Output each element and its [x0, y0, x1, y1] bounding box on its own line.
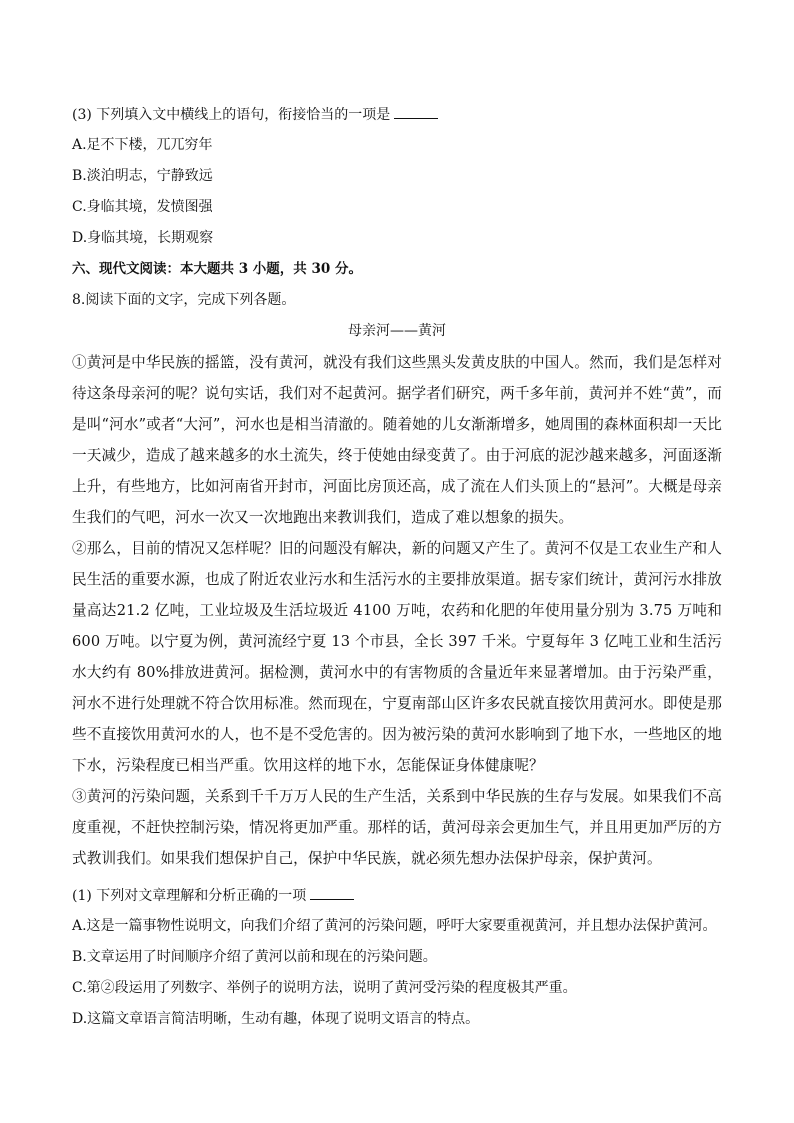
question-8-1-stem	[72, 885, 724, 906]
passage-title: 母亲河——黄河	[348, 323, 446, 339]
section-6-heading	[72, 259, 724, 279]
question-8-1-option-b: B.文章运用了时间顺序介绍了黄河以前和现在的污染问题。	[72, 949, 437, 965]
question-8-1-option-d: D.这篇文章语言简洁明晰，生动有趣，体现了说明文语言的特点。	[72, 1011, 480, 1027]
passage-paragraph-2: ②那么，目前的情况又怎样呢？旧的问题没有解决，新的问题又产生了。黄河不仅是工农业生产和人民生活的重要水源，也成了附近农业污水和生活污水的主要排放渠道。据专家们统计，黄河污水排放量高达21.2 亿吨，工业垃圾及生活垃圾近 4100 万吨，农药和化肥的年使用量分别为 3.75 万吨和 600 万吨。以宁夏为例，黄河流经宁夏 13 个市县，全长 397 千米。宁夏每年 3 亿吨工业和生活污水大约有 80%排放进黄河。据检测，黄河水中的有害物质的含量近年来显著增加。由于污染严重，河水不进行处理就不符合饮用标准。然而现在，宁夏南部山区许多农民就直接饮用黄河水。即使是那些不直接饮用黄河水的人，也不是不受危害的。因为被污染的黄河水影响到了地下水，一些地区的地下水，污染程度已相当严重。饮用这样的地下水，怎能保证身体健康呢？	[72, 540, 722, 774]
question-8-instruction: 8.阅读下面的文字，完成下列各题。	[72, 292, 296, 308]
answer-blank	[310, 885, 354, 900]
question-3-text: (3) 下列填入文中横线上的语句，衔接恰当的一项是	[72, 107, 391, 123]
question-8-1-text: (1) 下列对文章理解和分析正确的一项	[72, 888, 307, 904]
question-3-stem	[72, 104, 724, 125]
question-3-option-b: B.淡泊明志，宁静致远	[72, 168, 213, 184]
question-3-option-c: C.身临其境，发愤图强	[72, 199, 213, 215]
section-6-detail: 本大题共 3 小题，共 30 分。	[180, 261, 362, 277]
question-3-option-a: A.足不下楼，兀兀穷年	[72, 137, 213, 153]
section-6-label: 六、现代文阅读：	[72, 261, 180, 277]
passage-paragraph-1: ①黄河是中华民族的摇篮，没有黄河，就没有我们这些黑头发黄皮肤的中国人。然而，我们是怎样对待这条母亲河的呢？说句实话，我们对不起黄河。据学者们研究，两千多年前，黄河并不姓“黄”，而是叫“河水”或者“大河”，河水也是相当清澈的。随着她的儿女渐渐增多，她周围的森林面积却一天比一天减少，造成了越来越多的水土流失，终于使她由绿变黄了。由于河底的泥沙越来越多，河面逐渐上升，有些地方，比如河南省开封市，河面比房顶还高，成了流在人们头顶上的“悬河”。大概是母亲生我们的气吧，河水一次又一次地跑出来教训我们，造成了难以想象的损失。	[72, 354, 722, 526]
answer-blank	[394, 104, 438, 119]
question-8-1-option-c: C.第②段运用了列数字、举例子的说明方法，说明了黄河受污染的程度极其严重。	[72, 980, 577, 996]
question-8-1-option-a: A.这是一篇事物性说明文，向我们介绍了黄河的污染问题，呼吁大家要重视黄河，并且想办法保护黄河。	[72, 918, 717, 934]
question-3-option-d: D.身临其境，长期观察	[72, 230, 214, 246]
passage-paragraph-3: ③黄河的污染问题，关系到千千万万人民的生产生活，关系到中华民族的生存与发展。如果我们不高度重视，不赶快控制污染，情况将更加严重。那样的话，黄河母亲会更加生气，并且用更加严厉的方式教训我们。如果我们想保护自己，保护中华民族，就必须先想办法保护母亲，保护黄河。	[72, 788, 722, 867]
